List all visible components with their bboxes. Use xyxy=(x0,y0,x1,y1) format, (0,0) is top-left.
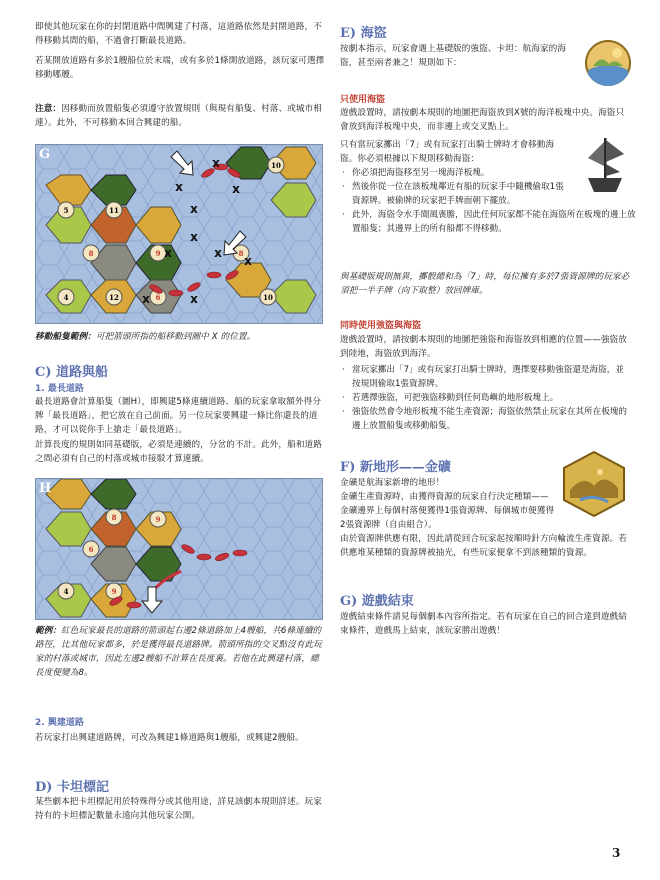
target-x-mark: x xyxy=(212,156,220,170)
number-token: 9 xyxy=(155,515,161,524)
intro-paragraph-2: 若某開放道路有多於1艘船位於末端，或有多於1條開放道路，該玩家可選擇移動哪艘。 xyxy=(35,56,325,80)
number-token: 5 xyxy=(63,206,69,215)
number-token: 10 xyxy=(271,161,281,170)
c1-paragraph-1: 最長道路會計算船隻（圖H），即興建5條連續道路、船的玩家拿取額外得分牌「最長道路」，把它放在自己前面。另一位玩家要興建一條比你還長的道路，才可以從你手上搶走「最長道路」。 xyxy=(35,397,322,435)
pirate-paragraph-2: 只有當玩家擲出「7」或有玩家打出騎士牌時才會移動海盜。你必須根據以下規則移動海盜： xyxy=(340,140,555,164)
target-x-mark: x xyxy=(214,246,222,260)
caption-g-label: 移動船隻範例： xyxy=(35,332,96,342)
target-x-mark: x xyxy=(190,202,198,216)
page-number: 3 xyxy=(612,846,621,860)
number-token: 4 xyxy=(63,587,69,596)
caption-h xyxy=(35,624,325,680)
ship-piece xyxy=(207,272,221,278)
intro-paragraph-1: 即使其他玩家在你的封閉道路中間興建了村落，這道路依然是封閉道路，不得移動其間的船，不過會打斷最長道路。 xyxy=(35,22,322,46)
number-token: 10 xyxy=(263,293,273,302)
section-f-heading: F) 新地形——金礦 xyxy=(340,460,451,475)
number-token: 4 xyxy=(63,293,69,302)
target-x-mark: x xyxy=(175,180,183,194)
number-token: 11 xyxy=(109,206,119,215)
map-g-svg xyxy=(36,145,322,323)
map-h-label: H xyxy=(39,481,52,496)
number-token: 8 xyxy=(238,249,244,258)
target-x-mark: x xyxy=(190,230,198,244)
number-token: 6 xyxy=(88,545,94,554)
ship-piece xyxy=(169,290,183,296)
robber-and-pirate-heading: 同時使用強盜與海盜 xyxy=(340,321,422,331)
pirate-only-heading: 只使用海盜 xyxy=(340,95,386,105)
note-label: 注意： xyxy=(35,104,62,114)
both-bullet: · 強盜依然會令地形板塊不能生產資源；海盜依然禁止玩家在其所在板塊的邊上放置船隻或移動船隻。 xyxy=(340,405,630,433)
pirate-paragraph-1: 遊戲設置時，請按劇本規則的地圖把海盜放到X號的海洋板塊中央。海盜只會放到海洋板塊中央，而非邊上或交叉點上。 xyxy=(340,108,625,132)
pirate-ship-icon xyxy=(580,132,630,202)
map-h-illustration xyxy=(35,478,323,620)
f-paragraph-1: 金礦是航海家新增的地形！ xyxy=(340,478,445,488)
pirate-bullet: · 此外，海盜令水手聞風喪膽，因此任何玩家都不能在海盜所在板塊的邊上放置船隻；其邊界上的所有船都不得移動。 xyxy=(340,208,637,236)
target-x-mark: x xyxy=(164,246,172,260)
both-bullet: · 當玩家擲出「7」或有玩家打出騎士牌時，選擇要移動強盜還是海盜，並按規則偷取1張資源牌。 xyxy=(340,363,630,391)
both-paragraph: 遊戲設置時，請按劇本規則的地圖把強盜和海盜放到相應的位置——強盜放到陸地，海盜放到海洋。 xyxy=(340,335,627,359)
pirate-bullet: · 然後你從一位在該板塊鄰近有船的玩家手中隨機偷取1張資源牌。被偷牌的玩家把手牌面朝下擺放。 xyxy=(340,180,568,208)
f-paragraph-3: 由於資源牌供應有限，因此請從回合玩家起按順時針方向輪流生產資源。若供應堆某種類的資源牌被抽光，有些玩家便拿不到該種類的資源。 xyxy=(340,534,627,558)
c1-paragraph-2: 計算長度的規則如同基礎版，必須是連續的，分岔的不計。此外，船和道路之間必須有自己的村落或城市接駁才算連續。 xyxy=(35,440,322,464)
number-token: 8 xyxy=(111,513,117,522)
note-text: 因移動而放置船隻必須遵守放置規則（與現有船隻、村落、或城市相連）。此外，不可移動本回合興建的船。 xyxy=(35,104,322,128)
pirate-bullet: · 你必須把海盜移至另一塊海洋板塊。 xyxy=(340,166,568,180)
ship-piece xyxy=(197,554,211,560)
ship-piece xyxy=(127,602,141,608)
map-h-svg xyxy=(36,479,322,619)
map-g-illustration xyxy=(35,144,323,324)
ship-piece xyxy=(233,550,247,556)
number-token: 6 xyxy=(155,293,161,302)
c2-paragraph: 若玩家打出興建道路牌，可改為興建1條道路與1艘船，或興建2艘船。 xyxy=(35,733,304,743)
map-g-label: G xyxy=(39,147,51,162)
section-e-heading: E) 海盜 xyxy=(340,26,387,41)
section-c-heading: C) 道路與船 xyxy=(35,365,109,380)
caption-g-text: 可把箭頭所指的船移動到圖中 X 的位置。 xyxy=(95,332,256,342)
d-paragraph: 某些劇本把卡坦標記用於特殊得分或其他用途，詳見該劇本規則詳述。玩家持有的卡坦標記數量永遠向其他玩家公開。 xyxy=(35,797,322,821)
target-x-mark: x xyxy=(142,292,150,306)
both-bullet: · 若選擇強盜，可把強盜移動到任何島嶼的地形板塊上。 xyxy=(340,391,630,405)
subsection-c2-heading: 2. 興建道路 xyxy=(35,718,84,728)
number-token: 8 xyxy=(88,249,94,258)
number-token: 9 xyxy=(155,249,161,258)
number-token: 12 xyxy=(109,293,119,302)
e-intro-paragraph: 按劇本指示，玩家會遇上基礎版的強盜、卡坦：航海家的海盜，甚至兩者兼之！規則如下： xyxy=(340,44,567,68)
number-token: 9 xyxy=(111,587,117,596)
g-paragraph: 遊戲結束條件請見每個劇本內容所指定。若有玩家在自己的回合達到遊戲結束條件，遊戲馬上結束，該玩家勝出遊戲！ xyxy=(340,612,627,636)
section-d-heading: D) 卡坦標記 xyxy=(35,780,109,795)
pirate-bullet-list xyxy=(340,166,636,236)
gold-field-hex-icon xyxy=(560,450,628,518)
target-x-mark: x xyxy=(232,182,240,196)
f-paragraph-2: 金礦生產資源時，由獲得資源的玩家自行決定種類——金礦邊界上每個村落便獲得1張資源牌、每個城市便獲得2張資源牌（自由組合）。 xyxy=(340,492,555,530)
caption-g xyxy=(35,330,325,344)
section-g-heading: G) 遊戲結束 xyxy=(340,594,414,609)
caption-h-text: 紅色玩家最長的道路的箭頭起右邊2條道路加上4艘船，共6條連續的路徑，比其他玩家都多，於是獲得最長道路牌。箭頭所指的交叉點沒有此玩家的村落或城市，因此左邊2艘船不計算在長度裏。若他在此興建村落，總長度便變為8。 xyxy=(35,626,322,678)
target-x-mark: x xyxy=(244,254,252,268)
caption-h-label: 範例： xyxy=(35,626,62,636)
subsection-c1-heading: 1. 最長道路 xyxy=(35,384,84,394)
seafarers-emblem-icon xyxy=(585,40,631,86)
both-bullet-list xyxy=(340,363,630,433)
target-x-mark: x xyxy=(190,292,198,306)
note-paragraph xyxy=(35,102,325,130)
pirate-note: 與基礎版規則無異，擲骰總和為「7」時，每位擁有多於7張資源牌的玩家必須把一半手牌（向下取整）放回牌庫。 xyxy=(340,272,630,296)
